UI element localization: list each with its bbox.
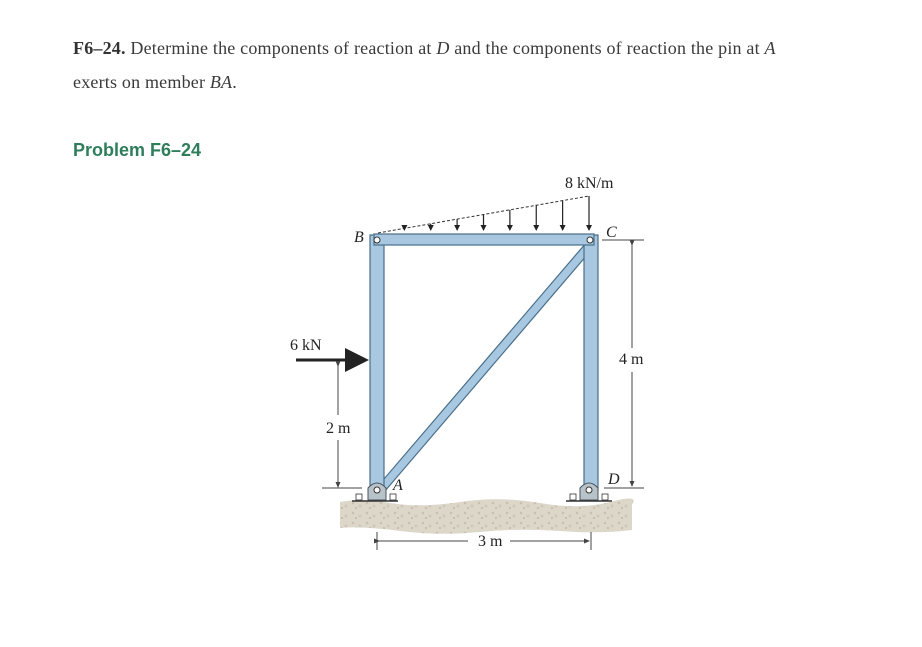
problem-text-part2: and the components of reaction the pin at [454, 38, 760, 58]
ground [340, 498, 634, 533]
member-ba [370, 235, 384, 491]
load-label: 8 kN/m [565, 175, 614, 192]
load-arrowhead-7 [560, 225, 566, 231]
figure-label: Problem F6–24 [73, 140, 202, 160]
problem-text-part1: Determine the components of reaction at [130, 38, 432, 58]
dim-left-label: 2 m [326, 420, 351, 437]
point-d-ref: D [436, 38, 450, 58]
member-diagonal [378, 243, 593, 491]
problem-number: F6–24. [73, 38, 126, 58]
problem-period: . [232, 72, 237, 92]
joint-d-label: D [608, 471, 620, 488]
pin-c [587, 237, 593, 243]
member-cd [584, 235, 598, 491]
joint-b-label: B [354, 229, 364, 246]
load-arrowhead-5 [507, 225, 513, 231]
support-d [566, 483, 612, 501]
dim-bottom-label: 3 m [478, 533, 503, 550]
support-a [352, 483, 398, 501]
problem-text-part3: exerts on member [73, 72, 206, 92]
dim-right-label: 4 m [619, 351, 644, 368]
frame-members [370, 234, 598, 491]
load-arrowhead-8 [586, 225, 592, 231]
load-arrows [401, 196, 592, 231]
force-label: 6 kN [290, 337, 322, 354]
load-arrowhead-4 [481, 225, 487, 231]
pin-b [374, 237, 380, 243]
load-arrowhead-2 [428, 225, 434, 231]
load-arrowhead-6 [533, 225, 539, 231]
point-a-ref: A [764, 38, 776, 58]
joint-a-label: A [393, 477, 403, 494]
member-bc [374, 234, 594, 245]
load-arrowhead-1 [401, 225, 407, 231]
member-ref: BA [209, 72, 233, 92]
joint-c-label: C [606, 224, 617, 241]
load-arrowhead-3 [454, 225, 460, 231]
